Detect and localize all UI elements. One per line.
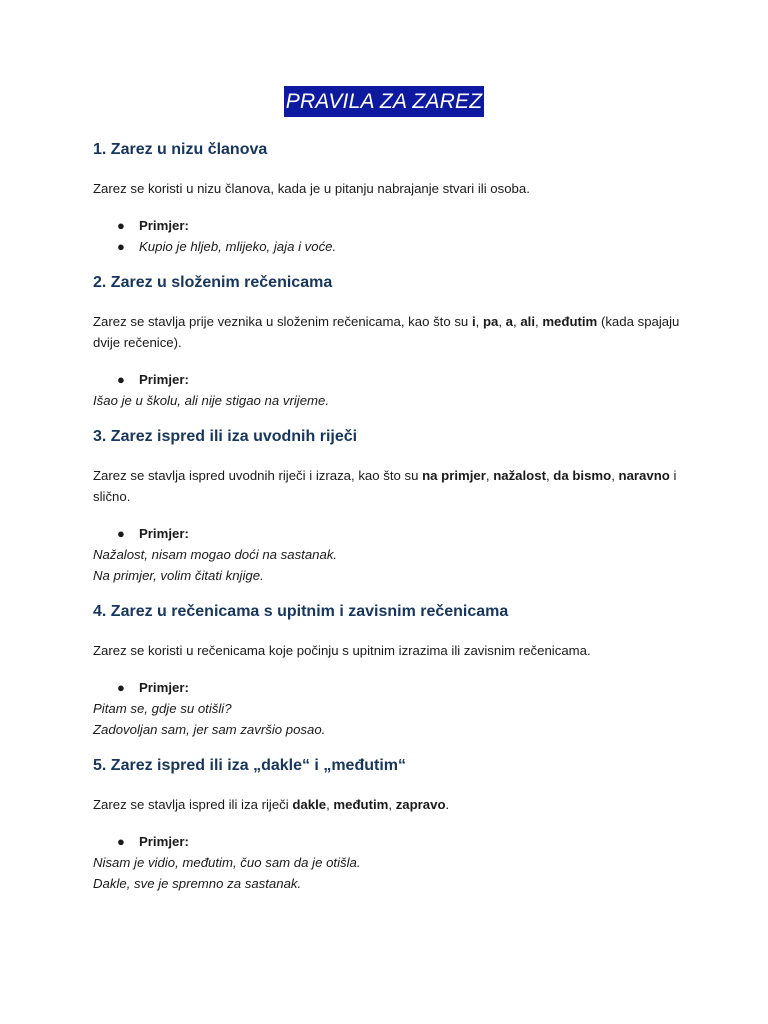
example-label: Primjer: [139, 218, 189, 233]
bullet-icon: ● [117, 680, 125, 695]
example-sentence: Išao je u školu, ali nije stigao na vrijeme. [93, 393, 330, 408]
title-wrap [0, 86, 768, 117]
example-list [93, 831, 693, 852]
example-label: Primjer: [139, 834, 189, 849]
example-list [93, 677, 693, 698]
section-heading: 2. Zarez u složenim rečenicama [93, 274, 333, 291]
section-text: Zarez se koristi u rečenicama koje počinju s upitnim izrazima ili zavisnim rečenicama. [93, 643, 591, 658]
section-3 [93, 425, 693, 586]
bullet-icon: ● [117, 218, 125, 233]
bullet-icon: ● [117, 372, 125, 387]
example-sentence: Nisam je vidio, međutim, čuo sam da je otišla. [93, 855, 361, 870]
section-heading: 1. Zarez u nizu članova [93, 141, 268, 158]
section-text: Zarez se stavlja ispred uvodnih riječi i izraza, kao što su na primjer, nažalost, da bismo, naravno i slično. [93, 468, 677, 504]
list-item [93, 523, 693, 544]
list-item [93, 369, 693, 390]
document-body [93, 138, 693, 894]
bullet-icon: ● [117, 834, 125, 849]
list-item [93, 215, 693, 236]
example-sentence: Na primjer, volim čitati knjige. [93, 568, 264, 583]
section-text: Zarez se stavlja prije veznika u složenim rečenicama, kao što su i, pa, a, ali, međutim (kada spajaju dvije rečenice). [93, 314, 680, 350]
example-sentence: Pitam se, gdje su otišli? [93, 701, 232, 716]
list-item [93, 236, 693, 257]
section-5 [93, 754, 693, 894]
section-4 [93, 600, 693, 740]
list-item [93, 831, 693, 852]
example-sentence: Nažalost, nisam mogao doći na sastanak. [93, 547, 338, 562]
section-heading: 5. Zarez ispred ili iza „dakle“ i „međutim“ [93, 757, 406, 774]
example-list [93, 369, 693, 390]
section-heading: 4. Zarez u rečenicama s upitnim i zavisnim rečenicama [93, 603, 509, 620]
section-1 [93, 138, 693, 257]
example-sentence: Dakle, sve je spremno za sastanak. [93, 876, 302, 891]
example-sentence: Zadovoljan sam, jer sam završio posao. [93, 722, 326, 737]
section-text: Zarez se koristi u nizu članova, kada je u pitanju nabrajanje stvari ili osoba. [93, 181, 530, 196]
bullet-icon: ● [117, 526, 125, 541]
document-title: PRAVILA ZA ZAREZ [284, 86, 485, 117]
example-label: Primjer: [139, 372, 189, 387]
section-2 [93, 271, 693, 411]
section-text: Zarez se stavlja ispred ili iza riječi dakle, međutim, zapravo. [93, 797, 450, 812]
example-list [93, 215, 693, 257]
example-list [93, 523, 693, 544]
example-label: Primjer: [139, 680, 189, 695]
example-sentence: Kupio je hljeb, mlijeko, jaja i voće. [139, 239, 337, 254]
bullet-icon: ● [117, 239, 125, 254]
example-label: Primjer: [139, 526, 189, 541]
list-item [93, 677, 693, 698]
section-heading: 3. Zarez ispred ili iza uvodnih riječi [93, 428, 358, 445]
